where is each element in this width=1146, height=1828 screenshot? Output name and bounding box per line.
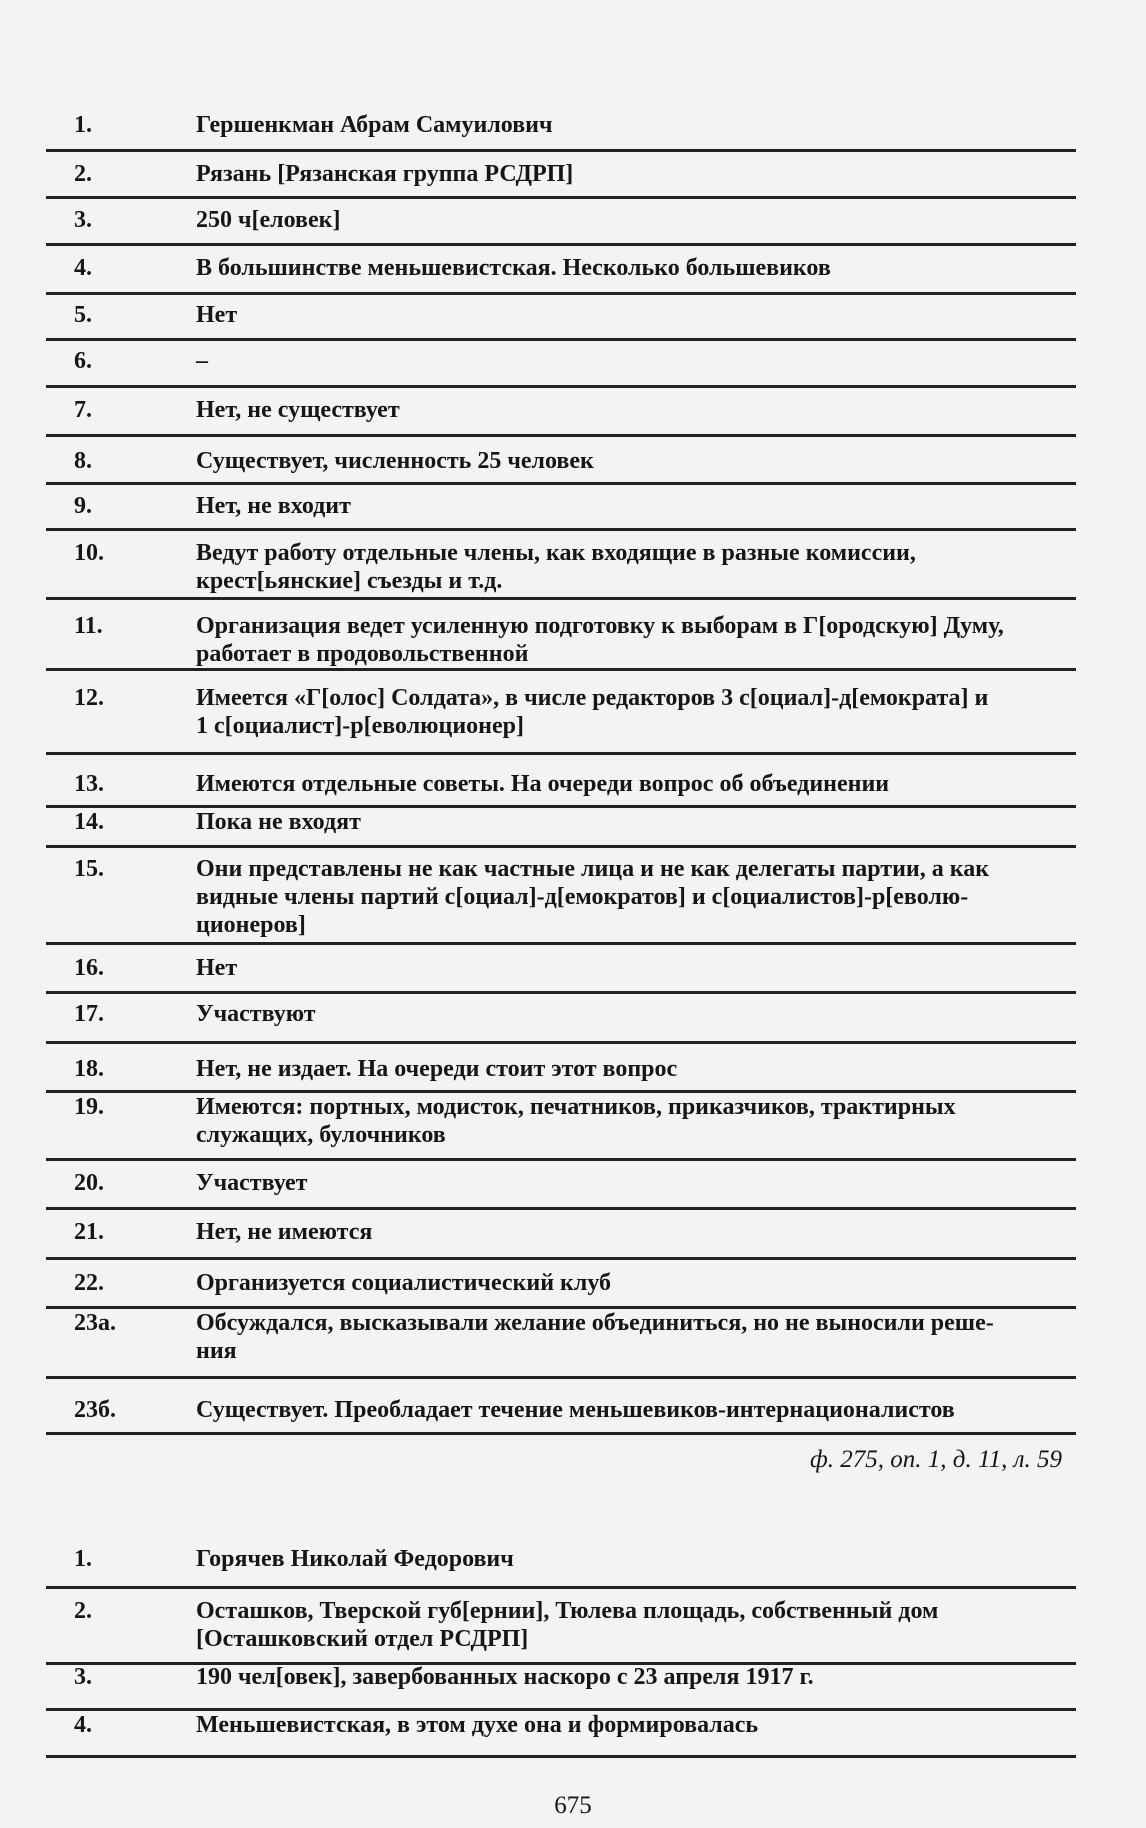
row-answer [196,808,361,836]
row-number: 21. [74,1219,104,1246]
answer-line: видные члены партий с[оциал]-д[емократов] и с[оциалистов]-р[еволю- [196,883,969,910]
row-number: 18. [74,1056,104,1083]
answer-line: ционеров] [196,911,306,938]
row-answer [196,254,831,282]
answer-line: Нет [196,954,238,981]
row-answer [196,1396,955,1424]
answer-line: Осташков, Тверской губ[ернии], Тюлева площадь, собственный дом [196,1598,939,1625]
row-divider [46,243,1076,246]
answer-line: Нет, не имеются [196,1219,373,1246]
row-answer [196,1169,307,1197]
row-divider [46,991,1076,994]
answer-line: Участвуют [196,1001,316,1028]
row-number: 1. [74,1545,92,1572]
row-divider [46,196,1076,199]
row-divider [46,338,1076,341]
row-number: 3. [74,207,92,234]
row-answer [196,770,889,798]
answer-line: крест[ьянские] съезды и т.д. [196,567,503,594]
row-answer [196,1711,758,1739]
row-number: 8. [74,447,92,474]
answer-line: 250 ч[еловек] [196,207,341,234]
row-answer [196,396,400,424]
page-number: 675 [554,1792,592,1820]
row-number: 5. [74,301,92,328]
answer-line: В большинстве меньшевистская. Несколько большевиков [196,255,831,282]
row-divider [46,597,1076,600]
answer-line: 1 с[оциалист]-р[еволюционер] [196,713,524,740]
row-number: 3. [74,1663,92,1690]
answer-line: Организация ведет усиленную подготовку к выборам в Г[ородскую] Думу, [196,613,1004,640]
answer-line: – [196,348,208,375]
row-answer [196,1545,514,1573]
row-divider [46,942,1076,945]
row-number: 15. [74,855,104,882]
row-divider [46,752,1076,755]
row-divider [46,1586,1076,1589]
answer-line: Имеется «Г[олос] Солдата», в числе редакторов 3 с[оциал]-д[емократа] и [196,685,989,712]
row-number: 16. [74,954,104,981]
answer-line: ния [196,1338,237,1365]
row-number: 11. [74,613,103,640]
row-divider [46,482,1076,485]
row-number: 6. [74,348,92,375]
row-answer [196,111,553,139]
row-number: 1. [74,111,92,138]
answer-line: Обсуждался, высказывали желание объединиться, но не выносили реше- [196,1310,994,1337]
row-number: 7. [74,397,92,424]
answer-line: Имеются отдельные советы. На очереди вопрос об объединении [196,770,890,797]
row-divider [46,149,1076,152]
row-number: 23б. [74,1396,116,1423]
row-divider [46,1257,1076,1260]
row-answer [196,1597,938,1653]
row-divider [46,1158,1076,1161]
answer-line: Нет, не существует [196,397,400,424]
answer-line: Участвует [196,1170,308,1197]
row-answer [196,347,208,375]
answer-line: Гершенкман Абрам Самуилович [196,111,553,138]
row-number: 12. [74,685,104,712]
row-number: 20. [74,1170,104,1197]
row-number: 19. [74,1093,104,1120]
row-divider [46,1755,1076,1758]
row-divider [46,385,1076,388]
row-number: 10. [74,539,104,566]
answer-line: Нет, не издает. На очереди стоит этот вопрос [196,1056,678,1083]
row-number: 9. [74,493,92,520]
row-number: 22. [74,1269,104,1296]
row-answer [196,301,237,329]
row-divider [46,292,1076,295]
row-answer [196,1218,372,1246]
row-divider [46,1432,1076,1435]
row-divider [46,668,1076,671]
row-divider [46,434,1076,437]
row-divider [46,1041,1076,1044]
answer-line: Горячев Николай Федорович [196,1545,514,1572]
row-number: 23а. [74,1310,116,1337]
row-answer [196,612,1004,668]
answer-line: Они представлены не как частные лица и не как делегаты партии, а как [196,855,990,882]
row-divider [46,1376,1076,1379]
row-answer [196,1000,316,1028]
row-number: 17. [74,1001,104,1028]
answer-line: [Осташковский отдел РСДРП] [196,1626,529,1653]
row-answer [196,954,237,982]
answer-line: Ведут работу отдельные члены, как входящие в разные комиссии, [196,539,916,566]
answer-line: Пока не входят [196,809,361,836]
row-answer [196,1663,814,1691]
row-answer [196,1309,994,1365]
row-number: 14. [74,809,104,836]
answer-line: 190 чел[овек], завербованных наскоро с 23 апреля 1917 г. [196,1663,814,1690]
row-answer [196,684,988,740]
row-number: 13. [74,770,104,797]
row-answer [196,206,340,234]
row-number: 2. [74,1598,92,1625]
answer-line: Организуется социалистический клуб [196,1269,612,1296]
answer-line: Существует. Преобладает течение меньшевиков-интернационалистов [196,1396,955,1423]
answer-line: работает в продовольственной [196,641,529,668]
row-number: 2. [74,160,92,187]
row-answer [196,160,573,188]
answer-line: Нет, не входит [196,493,351,520]
row-answer [196,855,989,939]
row-answer [196,1093,956,1149]
archive-reference: ф. 275, оп. 1, д. 11, л. 59 [810,1445,1062,1473]
answer-line: Рязань [Рязанская группа РСДРП] [196,160,574,187]
answer-line: Нет [196,301,238,328]
answer-line: Имеются: портных, модисток, печатников, приказчиков, трактирных [196,1093,956,1120]
row-answer [196,1269,611,1297]
answer-line: Существует, численность 25 человек [196,447,594,474]
row-answer [196,492,351,520]
row-answer [196,539,916,595]
row-number: 4. [74,255,92,282]
row-divider [46,528,1076,531]
row-answer [196,447,594,475]
answer-line: служащих, булочников [196,1121,446,1148]
row-divider [46,845,1076,848]
answer-line: Меньшевистская, в этом духе она и формировалась [196,1711,759,1738]
row-answer [196,1055,677,1083]
row-number: 4. [74,1711,92,1738]
row-divider [46,1207,1076,1210]
